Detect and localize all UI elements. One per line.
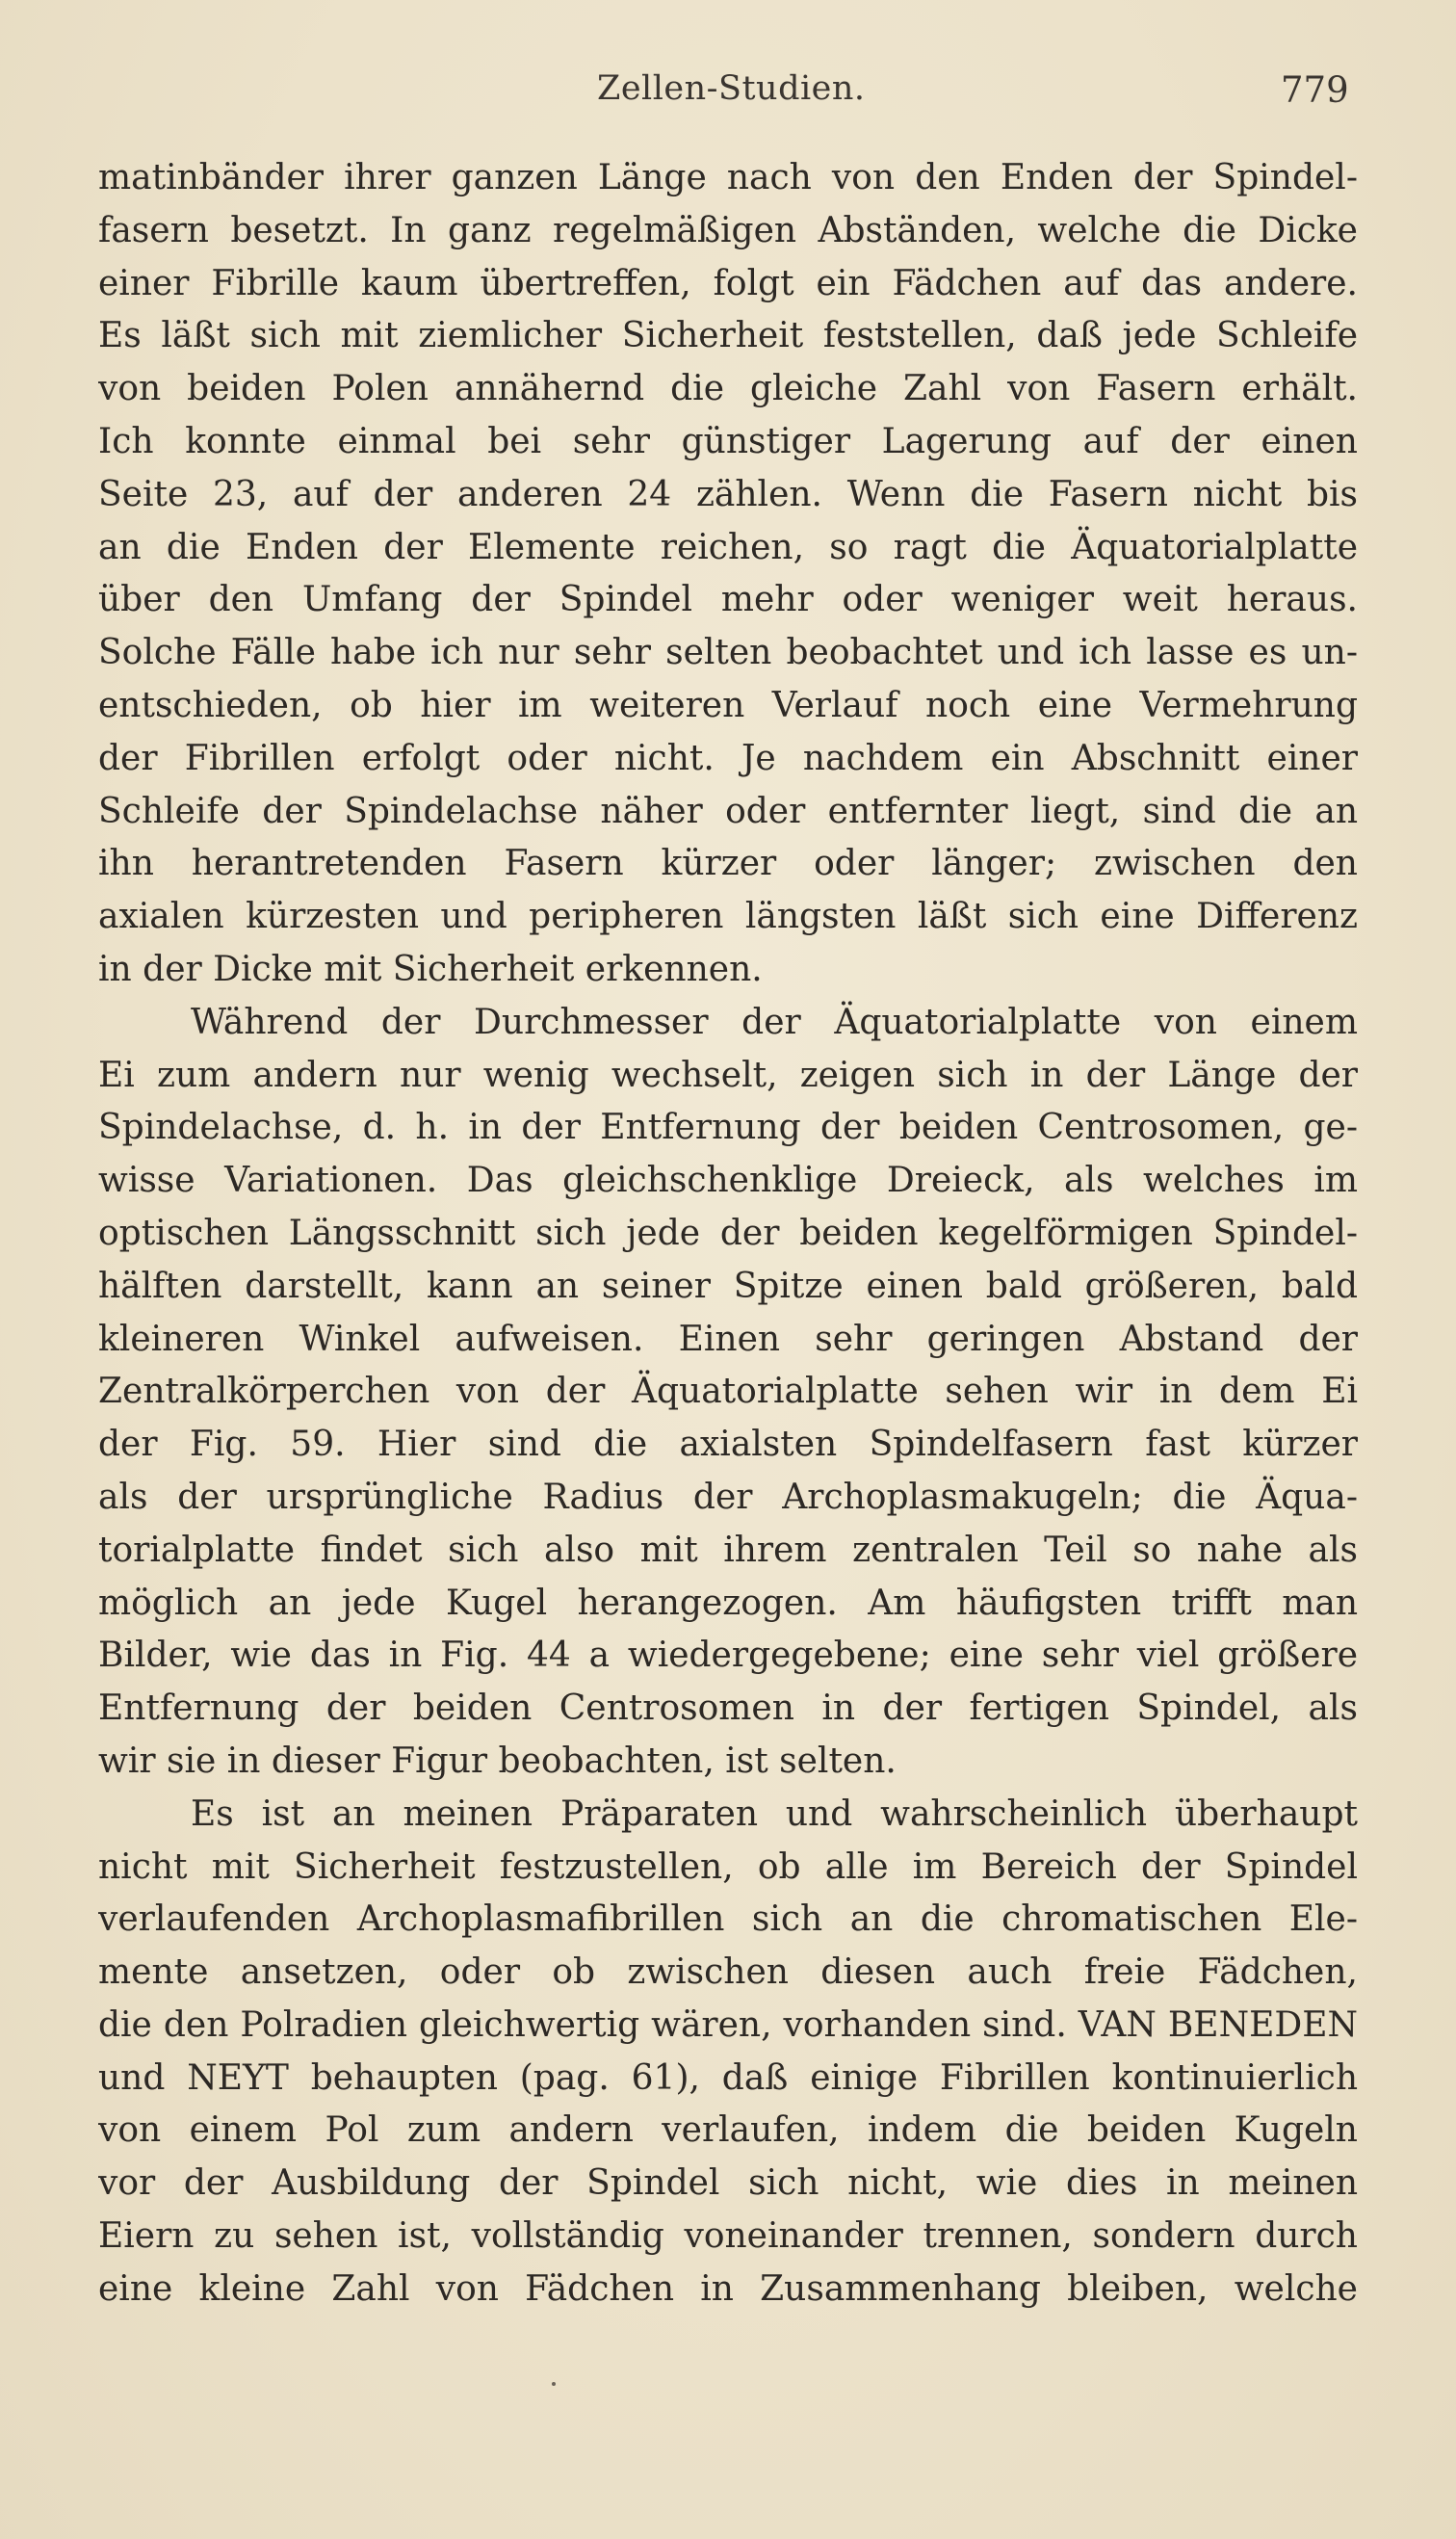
text-line: hälften darstellt, kann an seiner Spitze einen bald größeren, bald (98, 1266, 1358, 1306)
text-line: Entfernung der beiden Centrosomen in der fertigen Spindel, als (98, 1688, 1358, 1729)
text-line: matinbänder ihrer ganzen Länge nach von den Enden der Spindel- (98, 158, 1358, 197)
text-line: eine kleine Zahl von Fädchen in Zusammenhang bleiben, welche (98, 2268, 1358, 2309)
text-line: ihn herantretenden Fasern kürzer oder länger; zwischen den (98, 844, 1358, 884)
text-line: an die Enden der Elemente reichen, so ragt die Äquatorialplatte (98, 527, 1358, 567)
paragraph-start-line: Es ist an meinen Präparaten und wahrscheinlich überhaupt (191, 1793, 1358, 1834)
text-line: Bilder, wie das in Fig. 44 a wiedergegebene; eine sehr viel größere (98, 1636, 1358, 1676)
running-head (0, 69, 1456, 118)
text-line: und NEYT behaupten (pag. 61), daß einige Fibrillen kontinuierlich (98, 2057, 1358, 2098)
text-line: entschieden, ob hier im weiteren Verlauf noch eine Vermehrung (98, 685, 1358, 725)
text-line: Ei zum andern nur wenig wechselt, zeigen sich in der Länge der (98, 1055, 1358, 1095)
text-line: verlaufenden Archoplasmafibrillen sich an die chromatischen Ele- (98, 1899, 1358, 1940)
text-line: axialen kürzesten und peripheren längsten läßt sich eine Differenz (98, 897, 1358, 937)
paragraph-end-line: wir sie in dieser Figur beobachten, ist selten. (98, 1741, 897, 1781)
text-line: fasern besetzt. In ganz regelmäßigen Abständen, welche die Dicke (98, 210, 1358, 250)
running-title: Zellen-Studien. (597, 69, 866, 108)
text-line: Ich konnte einmal bei sehr günstiger Lagerung auf der einen (98, 421, 1358, 461)
text-line: nicht mit Sicherheit festzustellen, ob alle im Bereich der Spindel (98, 1846, 1358, 1887)
text-line: Eiern zu sehen ist, vollständig voneinander trennen, sondern durch (98, 2216, 1358, 2257)
text-line: über den Umfang der Spindel mehr oder weniger weit heraus. (98, 580, 1358, 620)
text-line: torialplatte findet sich also mit ihrem zentralen Teil so nahe als (98, 1530, 1358, 1570)
text-line: der Fibrillen erfolgt oder nicht. Je nachdem ein Abschnitt einer (98, 738, 1358, 778)
text-line: Solche Fälle habe ich nur sehr selten beobachtet und ich lasse es un- (98, 633, 1358, 673)
text-line: als der ursprüngliche Radius der Archoplasmakugeln; die Äqua- (98, 1477, 1358, 1517)
text-line: optischen Längsschnitt sich jede der beiden kegelförmigen Spindel- (98, 1213, 1358, 1253)
paragraph-end-line: in der Dicke mit Sicherheit erkennen. (98, 949, 763, 989)
text-line: von einem Pol zum andern verlaufen, indem die beiden Kugeln (98, 2110, 1358, 2151)
text-line: von beiden Polen annähernd die gleiche Zahl von Fasern erhält. (98, 369, 1358, 409)
text-line: möglich an jede Kugel herangezogen. Am häufigsten trifft man (98, 1583, 1358, 1623)
text-line: Spindelachse, d. h. in der Entfernung der beiden Centrosomen, ge- (98, 1108, 1358, 1148)
text-line: vor der Ausbildung der Spindel sich nicht, wie dies in meinen (98, 2163, 1358, 2204)
text-line: kleineren Winkel aufweisen. Einen sehr geringen Abstand der (98, 1319, 1358, 1359)
text-line: wisse Variationen. Das gleichschenklige Dreieck, als welches im (98, 1161, 1358, 1201)
page-number: 779 (1281, 69, 1349, 111)
paragraph-start-line: Während der Durchmesser der Äquatorialplatte von einem (191, 1002, 1358, 1042)
text-line: Schleife der Spindelachse näher oder entfernter liegt, sind die an (98, 791, 1358, 831)
text-line: die den Polradien gleichwertig wären, vorhanden sind. VAN BENEDEN (98, 2004, 1358, 2045)
text-line: einer Fibrille kaum übertreffen, folgt ein Fädchen auf das andere. (98, 263, 1358, 303)
paper-speck (552, 2382, 556, 2386)
text-line: Zentralkörperchen von der Äquatorialplatte sehen wir in dem Ei (98, 1372, 1358, 1412)
text-line: der Fig. 59. Hier sind die axialsten Spindelfasern fast kürzer (98, 1425, 1358, 1465)
text-line: Es läßt sich mit ziemlicher Sicherheit feststellen, daß jede Schleife (98, 316, 1358, 356)
text-line: Seite 23, auf der anderen 24 zählen. Wenn die Fasern nicht bis (98, 474, 1358, 514)
body-text (98, 152, 1358, 2317)
text-line: mente ansetzen, oder ob zwischen diesen auch freie Fädchen, (98, 1952, 1358, 1993)
